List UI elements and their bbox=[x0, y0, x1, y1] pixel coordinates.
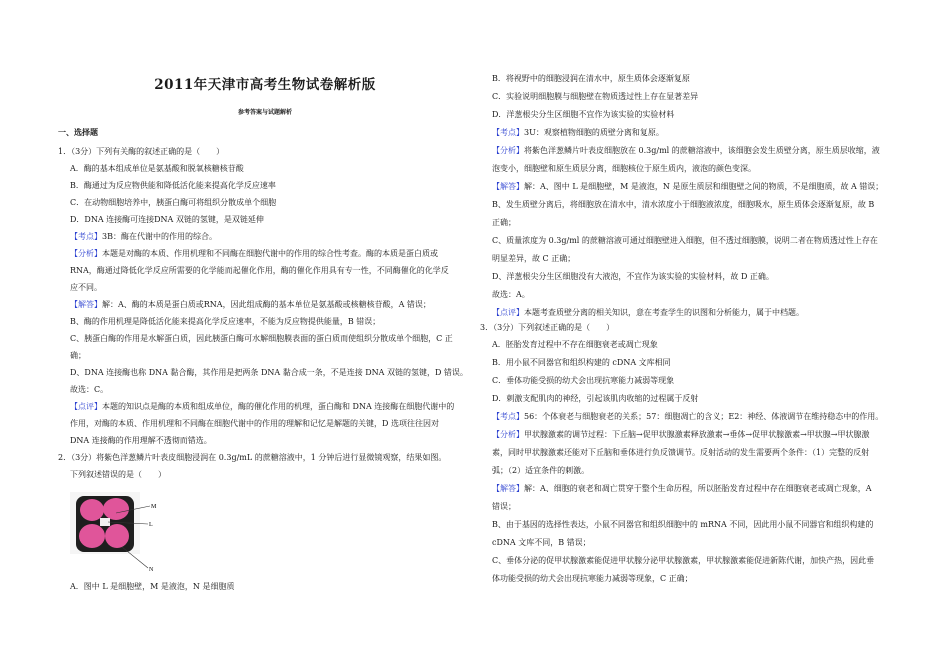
line-text: 确； bbox=[70, 351, 86, 360]
line-text: 泡变小，细胞壁和原生质层分离，细胞核位于原生质内，液泡的颜色变深。 bbox=[492, 164, 756, 173]
left-text-line bbox=[70, 435, 212, 446]
left-text-line bbox=[70, 418, 439, 429]
line-text: A．胚胎发育过程中不存在细胞衰老或凋亡现象 bbox=[492, 340, 658, 349]
section-tag: 【解答】 bbox=[492, 484, 524, 493]
left-text-line bbox=[70, 265, 449, 276]
right-text-line bbox=[492, 109, 674, 120]
left-text-line bbox=[70, 384, 108, 395]
line-text: D、洋葱根尖分生区细胞没有大液泡，不宜作为该实验的实验材料，故 D 正确。 bbox=[492, 272, 774, 281]
left-text-line bbox=[70, 180, 276, 191]
line-text: B．酶通过为反应物供能和降低活化能来提高化学反应速率 bbox=[70, 181, 276, 190]
right-text-line bbox=[492, 393, 698, 404]
right-text-line bbox=[492, 375, 674, 386]
line-text: 本题的知识点是酶的本质和组成单位，酶的催化作用的机理，蛋白酶和 DNA 连接酶在细胞代谢中的 bbox=[102, 402, 455, 411]
section-tag: 【解答】 bbox=[70, 300, 102, 309]
section-tag: 【点评】 bbox=[70, 402, 102, 411]
section-tag: 【考点】 bbox=[492, 128, 524, 137]
section-tag: 【考点】 bbox=[492, 412, 524, 421]
line-text: 故选：C。 bbox=[70, 385, 109, 394]
label-m: M bbox=[151, 504, 157, 510]
line-text: C、质量浓度为 0.3g/ml 的蔗糖溶液可通过细胞壁进入细胞，但不透过细胞膜，说明二者在物质透过性上存在 bbox=[492, 236, 878, 245]
line-text: 故选：A。 bbox=[492, 290, 530, 299]
right-text-line bbox=[492, 271, 774, 282]
line-text: B、发生质壁分离后，将细胞放在清水中，清水浓度小于细胞液浓度，细胞吸水，原生质体会逐渐复原，故 B bbox=[492, 200, 875, 209]
micrograph-figure bbox=[70, 492, 166, 572]
right-text-line bbox=[492, 217, 516, 228]
line-text: B、酶的作用机理是降低活化能来提高化学反应速率，不能为反应物提供能量，B 错误； bbox=[70, 317, 381, 326]
line-text: 错误； bbox=[492, 502, 516, 511]
line-text: B、由于基因的选择性表达，小鼠不同器官和组织细胞中的 mRNA 不同，因此用小鼠不同器官和组织构建的 bbox=[492, 520, 874, 529]
line-text: 2．（3分）将紫色洋葱鳞片叶表皮细胞浸润在 0.3g/mL 的蔗糖溶液中，1 分钟后进行显微镜观察，结果如图。 bbox=[58, 453, 447, 462]
right-text-line bbox=[492, 91, 698, 102]
left-text-line bbox=[70, 214, 264, 225]
line-text: 3B：酶在代谢中的作用的综合。 bbox=[102, 232, 217, 241]
left-text-line bbox=[70, 333, 453, 344]
right-text-line bbox=[492, 307, 804, 318]
right-text-line bbox=[492, 73, 690, 84]
line-text: D．DNA 连接酶可连接DNA 双链的氢键，是双链延伸 bbox=[70, 215, 264, 224]
line-text: C、垂体分泌的促甲状腺激素能促进甲状腺分泌甲状腺激素，甲状腺激素能促进新陈代谢，加快产热，因此垂 bbox=[492, 556, 875, 565]
line-text: 解：A、酶的本质是蛋白质或RNA，因此组成酶的基本单位是氨基酸或核糖核苷酸，A 错误； bbox=[102, 300, 431, 309]
right-text-line bbox=[492, 573, 693, 584]
line-text: 解：A、细胞的衰老和凋亡贯穿于整个生命历程，所以胚胎发育过程中存在细胞衰老或凋亡现象，A bbox=[524, 484, 872, 493]
right-text-line bbox=[492, 519, 873, 530]
label-l: L bbox=[149, 522, 153, 528]
right-text-line bbox=[492, 411, 883, 422]
right-text-line bbox=[492, 199, 874, 210]
section-tag: 【分析】 bbox=[492, 146, 524, 155]
left-text-line bbox=[70, 163, 244, 174]
right-text-line bbox=[492, 555, 874, 566]
line-text: cDNA 文库不同，B 错误； bbox=[492, 538, 591, 547]
line-text: RNA，酶通过降低化学反应所需要的化学能而起催化作用，酶的催化作用具有专一性，不同酶催化的化学反 bbox=[70, 266, 449, 275]
line-text: 素，同时甲状腺激素还能对下丘脑和垂体进行负反馈调节。反射活动的发生需要两个条件：（1）完整的反射 bbox=[492, 448, 870, 457]
left-text-line bbox=[70, 367, 468, 378]
document-subtitle: 参考答案与试题解析 bbox=[237, 109, 292, 116]
right-text-line bbox=[492, 145, 880, 156]
line-text: 本题考查质壁分离的相关知识，意在考查学生的识图和分析能力，属于中档题。 bbox=[524, 308, 804, 317]
right-text-line bbox=[492, 357, 671, 368]
left-text-line bbox=[70, 469, 166, 480]
section-tag: 【解答】 bbox=[492, 182, 524, 191]
left-text-line bbox=[70, 401, 454, 412]
left-text-line bbox=[70, 231, 217, 242]
line-text: D．刺激支配肌肉的神经，引起该肌肉收缩的过程属于反射 bbox=[492, 394, 699, 403]
right-text-line bbox=[492, 163, 756, 174]
line-text: C．实验说明细胞膜与细胞壁在物质透过性上存在显著差异 bbox=[492, 92, 699, 101]
line-text: 本题是对酶的本质、作用机理和不同酶在细胞代谢中的作用的综合性考查。酶的本质是蛋白质或 bbox=[102, 249, 438, 258]
left-text-line bbox=[70, 248, 438, 259]
line-text: B．将视野中的细胞浸润在清水中，原生质体会逐渐复原 bbox=[492, 74, 690, 83]
line-text: 1．（3分）下列有关酶的叙述正确的是（ ） bbox=[58, 147, 225, 156]
section-tag: 【分析】 bbox=[70, 249, 102, 258]
line-text: 将紫色洋葱鳞片叶表皮细胞放在 0.3g/ml 的蔗糖溶液中，该细胞会发生质壁分离，原生质层收缩，液 bbox=[524, 146, 880, 155]
section-tag: 【分析】 bbox=[492, 430, 524, 439]
line-text: D．洋葱根尖分生区细胞不宜作为该实验的实验材料 bbox=[492, 110, 675, 119]
line-text: 56：个体衰老与细胞衰老的关系；57：细胞凋亡的含义；E2：神经、体液调节在维持稳态中的作用。 bbox=[524, 412, 884, 421]
line-text: 解：A、图中 L 是细胞壁，M 是液泡，N 是原生质层和细胞壁之间的物质，不是细胞质，故 A 错误； bbox=[524, 182, 884, 191]
left-text-line bbox=[70, 197, 276, 208]
right-text-line bbox=[492, 235, 878, 246]
line-text: C、胰蛋白酶的作用是水解蛋白质，因此胰蛋白酶可水解细胞膜表面的蛋白质而使组织分散成单个细胞，C 正 bbox=[70, 334, 453, 343]
section-heading: 一、选择题 bbox=[58, 127, 98, 137]
line-text: DNA 连接酶的作用理解不透彻而错选。 bbox=[70, 436, 212, 445]
left-text-line bbox=[58, 146, 224, 157]
right-text-line bbox=[492, 181, 883, 192]
right-text-line bbox=[492, 339, 658, 350]
left-text-line bbox=[70, 299, 431, 310]
section-tag: 【考点】 bbox=[70, 232, 102, 241]
right-text-line bbox=[492, 253, 575, 264]
left-text-line bbox=[70, 282, 102, 293]
section-tag: 【点评】 bbox=[492, 308, 524, 317]
line-text: B．用小鼠不同器官和组织构建的 cDNA 文库相同 bbox=[492, 358, 671, 367]
line-text: 3U：观察植物细胞的质壁分离和复原。 bbox=[524, 128, 664, 137]
line-text: C．在动物细胞培养中，胰蛋白酶可将组织分散成单个细胞 bbox=[70, 198, 277, 207]
left-text-line bbox=[70, 350, 86, 361]
right-text-line bbox=[492, 127, 664, 138]
right-text-line bbox=[492, 289, 530, 300]
right-text-line bbox=[492, 447, 869, 458]
left-text-line bbox=[70, 581, 234, 592]
line-text: 3．（3分）下列叙述正确的是（ ） bbox=[480, 323, 615, 332]
right-text-line bbox=[492, 501, 516, 512]
line-text: C．垂体功能受损的幼犬会出现抗寒能力减弱等现象 bbox=[492, 376, 675, 385]
right-text-line bbox=[492, 465, 589, 476]
right-text-line bbox=[492, 429, 870, 440]
line-text: A．酶的基本组成单位是氨基酸和脱氧核糖核苷酸 bbox=[70, 164, 244, 173]
line-text: D、DNA 连接酶也称 DNA 黏合酶，其作用是把两条 DNA 黏合成一条，不是连接 DNA 双链的氢键，D 错误。 bbox=[70, 368, 468, 377]
right-text-line bbox=[492, 483, 872, 494]
line-text: 正确； bbox=[492, 218, 516, 227]
line-text: 明显差异，故 C 正确； bbox=[492, 254, 576, 263]
right-text-line bbox=[480, 322, 614, 333]
left-text-line bbox=[70, 316, 380, 327]
document-title: 2011年天津市高考生物试卷解析版 bbox=[154, 77, 376, 93]
label-n: N bbox=[149, 567, 154, 572]
right-text-line bbox=[492, 537, 591, 548]
left-text-line bbox=[58, 452, 446, 463]
line-text: 作用，对酶的本质、作用机理和不同酶在细胞代谢中的作用的理解和记忆是解题的关键，D 选项往往因对 bbox=[70, 419, 439, 428]
line-text: 体功能受损的幼犬会出现抗寒能力减弱等现象，C 正确； bbox=[492, 574, 693, 583]
line-text: 弧；（2）适宜条件的刺激。 bbox=[492, 466, 590, 475]
line-text: 甲状腺激素的调节过程：下丘脑→促甲状腺激素释放激素→垂体→促甲状腺激素→甲状腺→甲状腺激 bbox=[524, 430, 870, 439]
line-text: 下列叙述错误的是（ ） bbox=[70, 470, 166, 479]
line-text: 应不同。 bbox=[70, 283, 102, 292]
line-text: A．图中 L 是细胞壁，M 是液泡，N 是细胞质 bbox=[70, 582, 235, 591]
